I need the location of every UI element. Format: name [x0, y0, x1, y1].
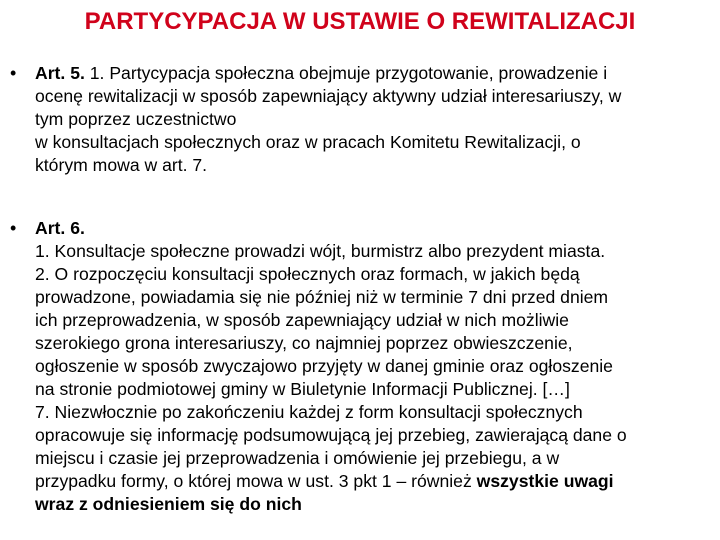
art6-line-11 [35, 470, 715, 493]
art6-line11-bold: wszystkie uwagi [476, 471, 614, 491]
bullet-art5: • [10, 63, 17, 83]
art5-line-3: tym poprzez uczestnictwo [35, 109, 237, 129]
art6-line-4: ich przeprowadzenia, w sposób zapewniający udział w nich możliwie [35, 310, 569, 330]
art5-line-2: ocenę rewitalizacji w sposób zapewniający aktywny udział interesariuszy, w [35, 86, 622, 106]
art6-line-5: szerokiego grona interesariuszy, co najmniej poprzez obwieszczenie, [35, 333, 573, 353]
art6-line-7: na stronie podmiotowej gminy w Biuletynie Informacji Publicznej. […] [35, 379, 570, 399]
slide-title: PARTYCYPACJA W USTAWIE O REWITALIZACJI [84, 8, 636, 35]
art5-line-4: w konsultacjach społecznych oraz w pracach Komitetu Rewitalizacji, o [35, 132, 581, 152]
art6-line-6: ogłoszenie w sposób zwyczajowo przyjęty w danej gminie oraz ogłoszenie [35, 356, 613, 376]
art6-line-3: prowadzone, powiadamia się nie później niż w terminie 7 dni przed dniem [35, 287, 609, 307]
art6-label: Art. 6. [35, 218, 85, 238]
art5-line1-text: 1. Partycypacja społeczna obejmuje przygotowanie, prowadzenie i [84, 63, 608, 83]
art6-line-1: 1. Konsultacje społeczne prowadzi wójt, burmistrz albo prezydent miasta. [35, 241, 606, 261]
art6-line-9: opracowuje się informację podsumowującą jej przebieg, zawierającą dane o [35, 425, 627, 445]
art5-line-1 [35, 62, 715, 85]
art6-line-10: miejscu i czasie jej przeprowadzenia i omówienie jej przebiegu, a w [35, 448, 560, 468]
art6-line-2: 2. O rozpoczęciu konsultacji społecznych oraz formach, w jakich będą [35, 264, 580, 284]
art6-line11-text: przypadku formy, o której mowa w ust. 3 pkt 1 – również [35, 471, 477, 491]
art5-line-5: którym mowa w art. 7. [35, 155, 208, 175]
bullet-art6: • [10, 218, 17, 238]
art6-line-8: 7. Niezwłocznie po zakończeniu każdej z form konsultacji społecznych [35, 402, 583, 422]
art5-paragraph [35, 62, 715, 177]
art6-paragraph [35, 217, 715, 516]
art5-label: Art. 5. [35, 63, 85, 83]
art6-line-12: wraz z odniesieniem się do nich [35, 494, 302, 514]
